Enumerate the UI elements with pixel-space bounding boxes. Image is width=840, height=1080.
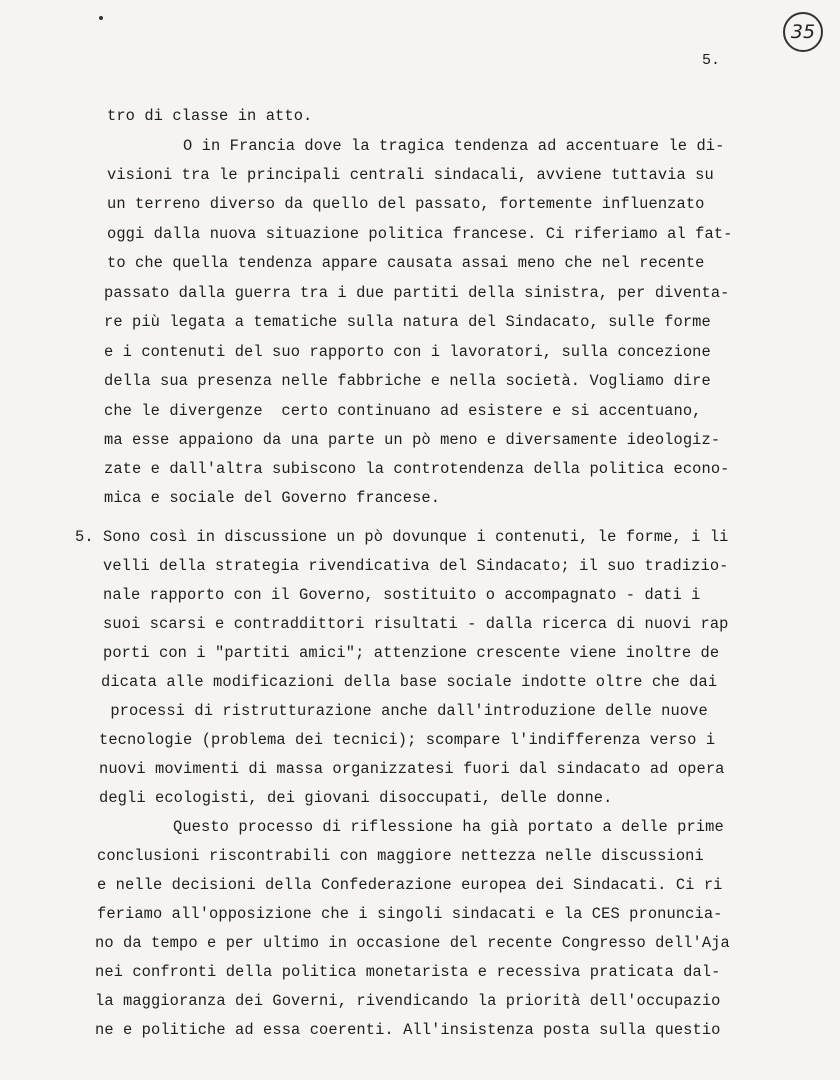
text-line: ne e politiche ad essa coerenti. All'insistenza posta sulla questio bbox=[95, 1021, 721, 1039]
page-stamp: 35 bbox=[783, 12, 823, 52]
text-line: della sua presenza nelle fabbriche e nella società. Vogliamo dire bbox=[104, 372, 711, 390]
text-line: porti con i "partiti amici"; attenzione crescente viene inoltre de bbox=[103, 644, 720, 662]
text-line: e nelle decisioni della Confederazione europea dei Sindacati. Ci ri bbox=[97, 876, 723, 894]
text-line: oggi dalla nuova situazione politica francese. Ci riferiamo al fat- bbox=[107, 225, 733, 243]
text-line: degli ecologisti, dei giovani disoccupati, delle donne. bbox=[99, 789, 613, 807]
text-line: tro di classe in atto. bbox=[107, 107, 313, 125]
text-line: passato dalla guerra tra i due partiti della sinistra, per diventa- bbox=[104, 284, 730, 302]
numbered-paragraph-line: 5. Sono così in discussione un pò dovunque i contenuti, le forme, i li bbox=[75, 528, 729, 546]
text-line: conclusioni riscontrabili con maggiore nettezza nelle discussioni bbox=[97, 847, 704, 865]
text-line: nei confronti della politica monetarista e recessiva praticata dal- bbox=[95, 963, 721, 981]
text-line: no da tempo e per ultimo in occasione del recente Congresso dell'Aja bbox=[95, 934, 730, 952]
text-line: nale rapporto con il Governo, sostituito o accompagnato - dati i bbox=[103, 586, 701, 604]
text-line: nuovi movimenti di massa organizzatesi fuori dal sindacato ad opera bbox=[99, 760, 725, 778]
text-line: suoi scarsi e contraddittori risultati - dalla ricerca di nuovi rap bbox=[103, 615, 729, 633]
text-line: O in Francia dove la tragica tendenza ad accentuare le di- bbox=[183, 137, 725, 155]
text-line: un terreno diverso da quello del passato, fortemente influenzato bbox=[107, 195, 705, 213]
text-line: processi di ristrutturazione anche dall'introduzione delle nuove bbox=[101, 702, 708, 720]
text-line: visioni tra le principali centrali sindacali, avviene tuttavia su bbox=[107, 166, 714, 184]
text-line: zate e dall'altra subiscono la controtendenza della politica econo- bbox=[104, 460, 730, 478]
text-line: la maggioranza dei Governi, rivendicando la priorità dell'occupazio bbox=[95, 992, 721, 1010]
text-line: feriamo all'opposizione che i singoli sindacati e la CES pronuncia- bbox=[97, 905, 723, 923]
text-line: ma esse appaiono da una parte un pò meno e diversamente ideologiz- bbox=[104, 431, 721, 449]
text-line: Questo processo di riflessione ha già portato a delle prime bbox=[173, 818, 724, 836]
text-line: dicata alle modificazioni della base sociale indotte oltre che dai bbox=[101, 673, 718, 691]
text-line: to che quella tendenza appare causata assai meno che nel recente bbox=[107, 254, 705, 272]
page-number: 5. bbox=[702, 52, 721, 69]
text-line: mica e sociale del Governo francese. bbox=[104, 489, 441, 507]
text-line: re più legata a tematiche sulla natura del Sindacato, sulle forme bbox=[104, 313, 711, 331]
text-line: velli della strategia rivendicativa del Sindacato; il suo tradizio- bbox=[103, 557, 729, 575]
ink-dot bbox=[99, 16, 103, 20]
text-line: e i contenuti del suo rapporto con i lavoratori, sulla concezione bbox=[104, 343, 711, 361]
text-line: che le divergenze certo continuano ad esistere e si accentuano, bbox=[104, 402, 702, 420]
text-line: tecnologie (problema dei tecnici); scompare l'indifferenza verso i bbox=[99, 731, 716, 749]
